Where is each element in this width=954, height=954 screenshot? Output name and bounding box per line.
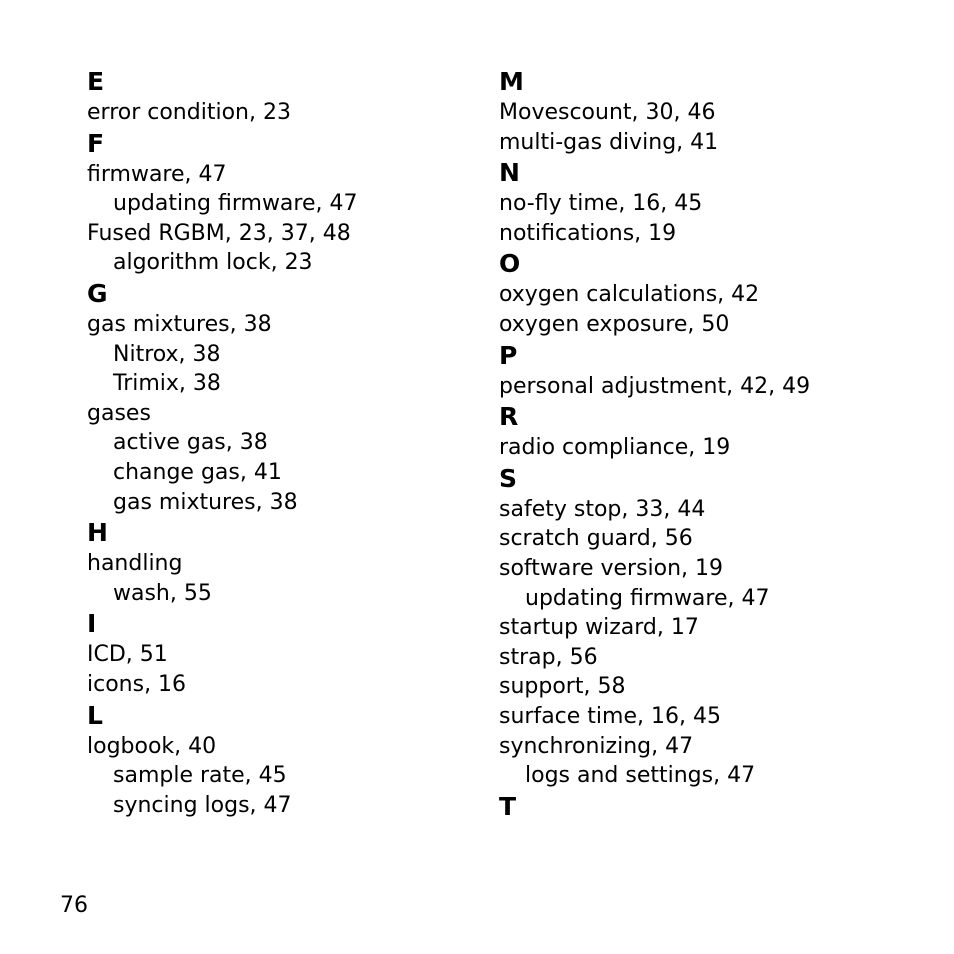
index-section xyxy=(499,401,899,463)
index-subentry: Nitrox, 38 xyxy=(113,341,221,367)
index-entry: radio compliance, 19 xyxy=(499,435,731,461)
section-letter: R xyxy=(499,402,519,432)
index-section xyxy=(499,463,899,791)
index-section xyxy=(87,278,487,517)
index-entry: support, 58 xyxy=(499,674,626,700)
section-letter: P xyxy=(499,340,518,370)
index-subentry: syncing logs, 47 xyxy=(113,792,292,818)
index-entry: ICD, 51 xyxy=(87,642,168,668)
index-entry: software version, 19 xyxy=(499,555,724,581)
index-entry: scratch guard, 56 xyxy=(499,526,693,552)
index-entry: startup wizard, 17 xyxy=(499,615,699,641)
index-subentry: updating firmware, 47 xyxy=(113,191,358,217)
index-entry: strap, 56 xyxy=(499,644,598,670)
index-entry: logbook, 40 xyxy=(87,733,217,759)
index-entry: no-fly time, 16, 45 xyxy=(499,191,703,217)
index-subentry: change gas, 41 xyxy=(113,459,282,485)
index-subentry: Trimix, 38 xyxy=(113,371,221,397)
section-letter: O xyxy=(499,249,521,279)
section-letter: E xyxy=(87,67,105,96)
index-subentry: algorithm lock, 23 xyxy=(113,250,313,276)
index-entry: handling xyxy=(87,551,183,577)
index-subentry: active gas, 38 xyxy=(113,430,268,456)
index-subentry: wash, 55 xyxy=(113,580,212,606)
index-section xyxy=(87,700,487,821)
index-entry: icons, 16 xyxy=(87,671,187,697)
index-entry: oxygen calculations, 42 xyxy=(499,282,760,308)
index-subentry: logs and settings, 47 xyxy=(525,763,756,789)
index-section xyxy=(87,608,487,699)
page-number: 76 xyxy=(60,893,88,918)
section-letter: M xyxy=(499,67,524,96)
index-entry: Movescount, 30, 46 xyxy=(499,100,716,125)
index-subentry: updating firmware, 47 xyxy=(525,585,770,611)
index-section xyxy=(499,340,899,402)
index-entry: multi-gas diving, 41 xyxy=(499,129,719,155)
index-entry: safety stop, 33, 44 xyxy=(499,496,706,522)
section-letter: H xyxy=(87,518,108,548)
section-letter: F xyxy=(87,128,105,158)
section-letter: L xyxy=(87,700,103,730)
index-column-left xyxy=(87,66,487,820)
index-entry: firmware, 47 xyxy=(87,161,227,187)
index-section xyxy=(499,791,899,823)
index-entry: Fused RGBM, 23, 37, 48 xyxy=(87,220,351,246)
index-entry: notifications, 19 xyxy=(499,220,677,246)
index-section xyxy=(499,66,899,157)
index-entry: gases xyxy=(87,400,151,426)
index-entry: surface time, 16, 45 xyxy=(499,703,721,729)
index-section xyxy=(87,128,487,278)
section-letter: S xyxy=(499,463,518,493)
index-entry: synchronizing, 47 xyxy=(499,733,694,759)
index-entry: oxygen exposure, 50 xyxy=(499,311,730,337)
index-section xyxy=(87,517,487,608)
index-subentry: sample rate, 45 xyxy=(113,763,287,789)
index-entry: gas mixtures, 38 xyxy=(87,311,272,337)
index-entry: error condition, 23 xyxy=(87,100,291,125)
section-letter: I xyxy=(87,609,97,639)
section-letter: N xyxy=(499,158,520,188)
section-letter: T xyxy=(499,791,517,821)
index-entry: personal adjustment, 42, 49 xyxy=(499,373,811,399)
index-section xyxy=(499,248,899,339)
index-column-right xyxy=(499,66,899,823)
section-letter: G xyxy=(87,278,108,308)
index-subentry: gas mixtures, 38 xyxy=(113,489,298,515)
index-section xyxy=(87,66,487,128)
index-section xyxy=(499,157,899,248)
